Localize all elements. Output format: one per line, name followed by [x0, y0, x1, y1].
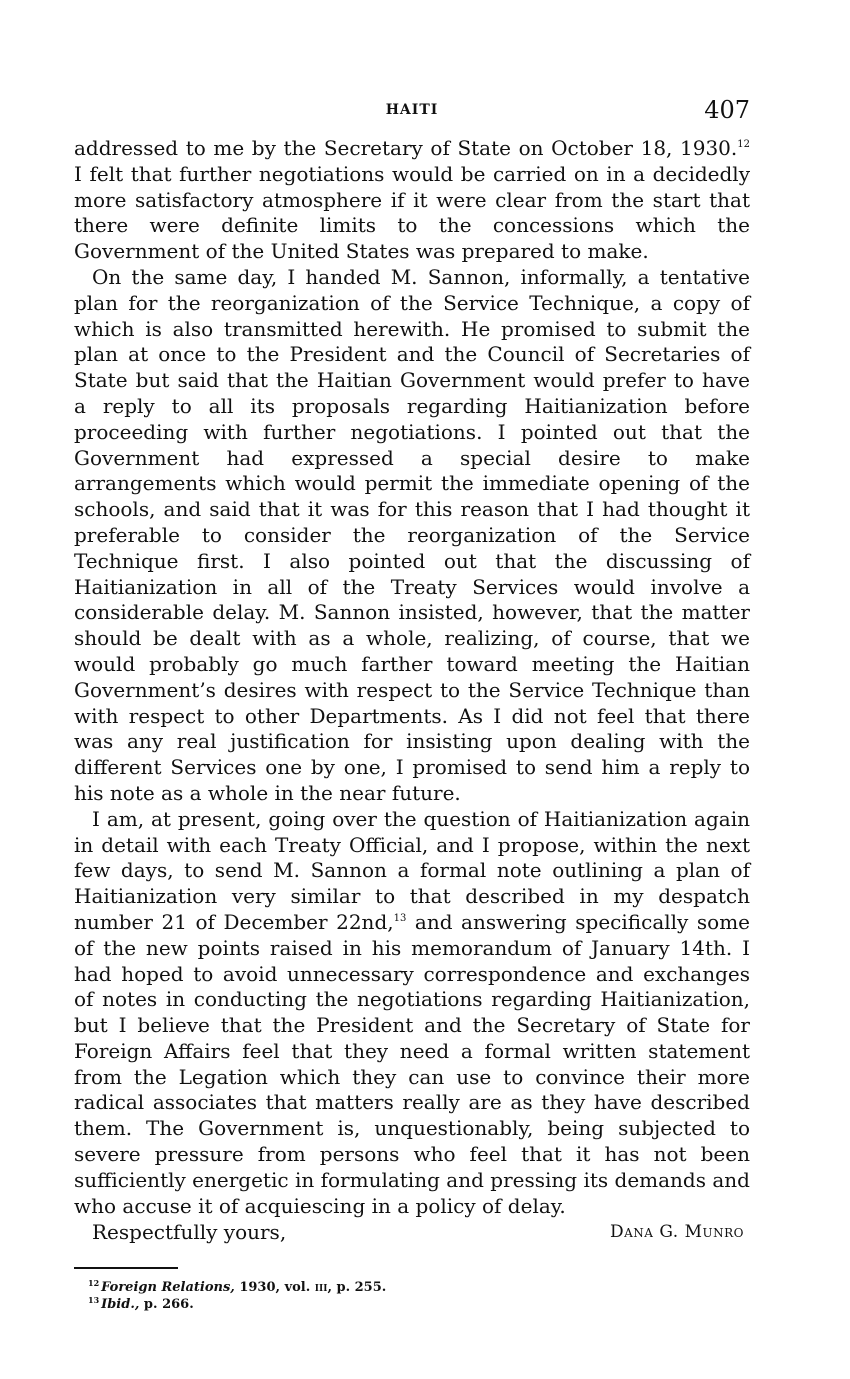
footnote-12 — [88, 1279, 750, 1296]
footnote-ref-13[interactable]: 13 — [393, 912, 407, 924]
document-page — [74, 96, 750, 1313]
footnote-number: 13 — [88, 1295, 100, 1306]
paragraph-1 — [74, 136, 750, 265]
paragraph-2-text: On the same day, I handed M. Sannon, informally, a tentative plan for the reorganization of the Service Technique, a copy of which is also transmitted herewith. He promised to submit the plan at once to the President and the Council of Secretaries of State but said that the Haitian Government would prefer to have a reply to all its proposals regarding Haitianization before proceeding with further negotiations. I pointed out that the Government had expressed a special desire to make arrangements which would permit the immediate opening of the schools, and said that it was for this reason that I had thought it preferable to consider the reorganization of the Service Technique first. I also pointed out that the discussing of Haitianization in all of the Treaty Services would involve a considerable delay. M. Sannon insisted, however, that the matter should be dealt with as a whole, realizing, of course, that we would probably go much farther toward meeting the Haitian Government’s desires with respect to the Service Technique than with respect to other Departments. As I did not feel that there was any real justification for insisting upon dealing with the different Services one by one, I promised to send him a reply to his note as a whole in the near future. — [74, 264, 750, 805]
footnote-volume: iii — [314, 1280, 328, 1296]
footnote-ref-12[interactable]: 12 — [737, 139, 750, 150]
footnote-text: p. 266. — [139, 1297, 194, 1313]
footnote-source: Ibid., — [101, 1297, 140, 1313]
paragraph-3 — [74, 807, 750, 1220]
running-title: HAITI — [385, 102, 439, 118]
footnote-divider — [74, 1267, 178, 1269]
footnote-text: 1930, vol. — [234, 1280, 315, 1296]
paragraph-3-text: I am, at present, going over the question of Haitianization again in detail with each Treaty Official, and I propose, within the next few days, to send M. Sannon a formal note outlining a plan of Haitianization very similar to that described in my despatch number 21 of December 22nd, — [74, 806, 750, 934]
footnote-source: Foreign Relations, — [101, 1280, 235, 1296]
paragraph-3-text-continued: and answering specifically some of the new points raised in his memorandum of January 14th. I had hoped to avoid unnecessary correspondence and exchanges of notes in conducting the negotiations regarding Haitianization, but I believe that the President and the Secretary of State for Foreign Affairs feel that they need a formal written statement from the Legation which they can use to convince their more radical associates that matters really are as they have described them. The Government is, unquestionably, being subjected to severe pressure from persons who feel that it has not been sufficiently energetic in formulating and pressing its demands and who accuse it of acquiescing in a policy of delay. — [74, 909, 750, 1218]
signature: Dana G. Munro — [609, 1222, 744, 1243]
footnote-number: 12 — [88, 1278, 100, 1289]
footnote-13 — [88, 1296, 750, 1313]
paragraph-2 — [74, 265, 750, 807]
salutation: Respectfully yours, — [92, 1220, 287, 1245]
paragraph-1-text-continued: I felt that further negotiations would be carried on in a decidedly more satisfactory atmosphere if it were clear from the start that there were definite limits to the concessions which the Government of the United States was prepared to make. — [74, 161, 750, 264]
running-head — [74, 96, 750, 136]
closing-block — [74, 1219, 750, 1247]
page-number: 407 — [704, 96, 750, 124]
footnote-text: , p. 255. — [327, 1280, 387, 1296]
paragraph-1-text: addressed to me by the Secretary of State on October 18, 1930. — [74, 136, 738, 160]
